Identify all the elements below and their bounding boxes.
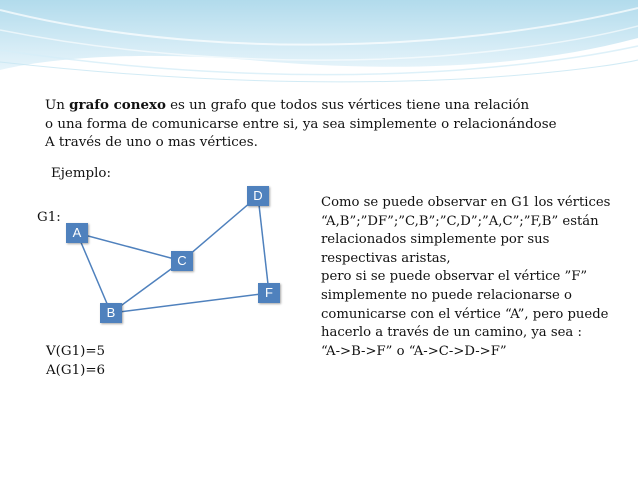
definition-line: A través de uno o mas vértices. bbox=[45, 135, 258, 150]
edge-a-c bbox=[77, 233, 182, 261]
definition-line: o una forma de comunicarse entre si, ya sea simplemente o relacionándose bbox=[45, 116, 557, 132]
node-d: D bbox=[247, 186, 269, 206]
explanation-text bbox=[321, 194, 610, 361]
edge-a-b bbox=[77, 233, 111, 313]
explanation-line: comunicarse con el vértice “A”, pero puede bbox=[321, 306, 609, 322]
node-f: F bbox=[258, 283, 280, 303]
explanation-line: Como se puede observar en G1 los vértices bbox=[321, 195, 611, 210]
explanation-line: relacionados simplemente por sus bbox=[321, 232, 550, 248]
vertex-count: V(G1)=5 bbox=[46, 344, 106, 359]
explanation-line: pero si se puede observar el vértice ”F” bbox=[321, 269, 588, 285]
example-heading: Ejemplo: bbox=[51, 166, 111, 181]
explanation-line: “A,B”;”DF”;”C,B”;”C,D”;”A,C”;”F,B” están bbox=[321, 213, 599, 229]
bold-term: grafo conexo bbox=[69, 97, 166, 113]
explanation-line: “A->B->F” o “A->C->D->F” bbox=[321, 343, 507, 359]
node-a: A bbox=[66, 223, 88, 243]
node-b: B bbox=[100, 303, 122, 323]
explanation-line: hacerlo a través de un camino, ya sea : bbox=[321, 325, 582, 341]
edge-d-f bbox=[258, 196, 269, 293]
explanation-line: simplemente no puede relacionarse o bbox=[321, 287, 572, 303]
definition-line: Un grafo conexo es un grafo que todos sus vértices tiene una relación bbox=[45, 97, 530, 113]
node-c: C bbox=[171, 251, 193, 271]
graph-label: G1: bbox=[37, 210, 61, 225]
explanation-line: respectivas aristas, bbox=[321, 250, 451, 266]
edge-count: A(G1)=6 bbox=[46, 363, 106, 378]
